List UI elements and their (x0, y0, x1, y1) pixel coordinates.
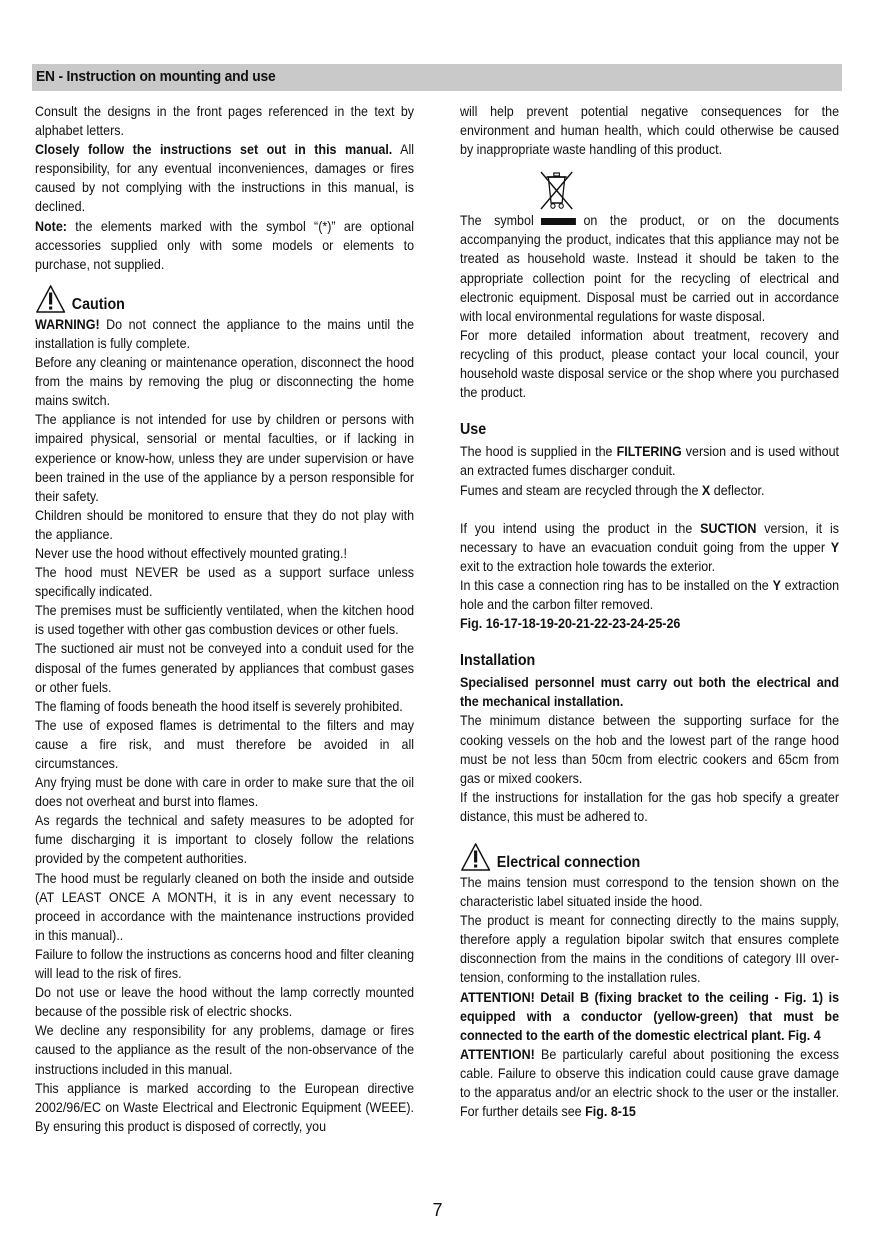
left-column (35, 102, 447, 1136)
warning-triangle-icon (35, 284, 66, 314)
safety-paragraph: Do not use or leave the hood without the lamp correctly mounted because of the possible risk of electric shocks. (35, 985, 415, 1020)
weee-bar-symbol (541, 218, 576, 225)
use-ring-paragraph: In this case a connection ring has to be installed on the Y extraction hole and the carbon filter removed. (460, 577, 840, 612)
use-suction-paragraph: If you intend using the product in the SUCTION version, it is necessary to have an evacuation conduit going from the upper Y exit to the extraction hole towards the exterior. (460, 520, 840, 574)
safety-paragraph: We decline any responsibility for any problems, damage or fires caused to the appliance as the result of the non-observance of the instructions included in this manual. (35, 1023, 415, 1077)
caution-title: Caution (71, 295, 125, 313)
crossed-out-bin-icon (535, 169, 577, 211)
use-deflector-paragraph: Fumes and steam are recycled through the X deflector. (460, 482, 765, 498)
warning-triangle-icon (460, 842, 491, 872)
weee-symbol-area (460, 169, 839, 211)
safety-paragraph: Any frying must be done with care in order to make sure that the oil does not overheat and burst into flames. (35, 775, 415, 810)
page-number: 7 (432, 1200, 443, 1220)
safety-paragraph: The premises must be sufficiently ventilated, when the kitchen hood is used together with other gas combustion devices or other fuels. (35, 603, 415, 638)
weee-paragraph: This appliance is marked according to the European directive 2002/96/EC on Waste Electrical and Electronic Equipment (WEEE). By ensuring this product is disposed of correctly, you (35, 1080, 415, 1134)
safety-paragraph: Failure to follow the instructions as concerns hood and filter cleaning will lead to the risk of fires. (35, 946, 415, 982)
safety-paragraph: The flaming of foods beneath the hood itself is severely prohibited. (35, 698, 403, 714)
right-column (460, 102, 872, 1121)
installation-gas-paragraph: If the instructions for installation for the gas hob specify a greater distance, this must be adhered to. (460, 789, 840, 824)
attention-cable-paragraph: ATTENTION! Be particularly careful about positioning the excess cable. Failure to observe this indication could cause grave damage to the apparatus and/or an electric shock to the user or the installer. For further details see Fig. 8-15 (460, 1046, 840, 1120)
safety-paragraph: The use of exposed flames is detrimental to the filters and may cause a fire risk, and must therefore be avoided in all circumstances. (35, 717, 415, 771)
electrical-switch-paragraph: The product is meant for connecting directly to the mains supply, therefore apply a regulation bipolar switch that ensures complete disconnection from the mains in the conditions of category III over-tension, conforming to the installation rules. (460, 913, 840, 986)
note-paragraph: Note: the elements marked with the symbol “(*)” are optional accessories supplied only with some models or elements to purchase, not supplied. (35, 218, 415, 272)
weee-continued-paragraph: will help prevent potential negative consequences for the environment and human health, which could otherwise be caused by inappropriate waste handling of this product. (460, 104, 840, 158)
attention-earth-paragraph: ATTENTION! Detail B (fixing bracket to the ceiling - Fig. 1) is equipped with a conductor (yellow-green) that must be connected to the earth of the domestic electrical plant. Fig. 4 (460, 989, 840, 1043)
warning-paragraph: WARNING! Do not connect the appliance to the mains until the installation is fully complete. (35, 316, 415, 351)
section-header-title: EN - Instruction on mounting and use (36, 68, 276, 85)
use-heading: Use (460, 421, 487, 439)
more-info-paragraph: For more detailed information about treatment, recovery and recycling of this product, please contact your local council, your household waste disposal service or the shop where you purchased the product. (460, 327, 840, 401)
safety-paragraph: The suctioned air must not be conveyed into a conduit used for the disposal of the fumes generated by appliances that combust gases or other fuels. (35, 641, 415, 695)
symbol-paragraph: The symbol on the product, or on the documents accompanying the product, indicates that this appliance may not be treated as household waste. Instead it should be taken to the appropriate collection point for the recycling of electrical and electronic equipment. Disposal must be carried out in accordance with local environmental regulations for waste disposal. (460, 213, 840, 324)
installation-distance-paragraph: The minimum distance between the supporting surface for the cooking vessels on the hob and the lowest part of the range hood must be not less than 50cm from electric cookers and 65cm from gas or mixed cookers. (460, 713, 840, 786)
use-figure-reference: Fig. 16-17-18-19-20-21-22-23-24-25-26 (460, 616, 681, 632)
electrical-title: Electrical connection (496, 854, 641, 871)
caution-heading (35, 284, 414, 314)
installation-bold-paragraph: Specialised personnel must carry out both the electrical and the mechanical installation. (460, 675, 840, 710)
safety-paragraph: The hood must NEVER be used as a support surface unless specifically indicated. (35, 565, 415, 600)
section-header-bar (32, 64, 842, 91)
safety-paragraph: Children should be monitored to ensure that they do not play with the appliance. (35, 507, 415, 542)
safety-paragraph: The appliance is not intended for use by children or persons with impaired physical, sensorial or mental faculties, or if lacking in experience or know-how, unless they are under supervision or have been trained in the use of the appliance by a person responsible for their safety. (35, 412, 415, 504)
follow-instructions-paragraph: Closely follow the instructions set out in this manual. All responsibility, for any eventual inconveniences, damages or fires caused by not complying with the instructions in this manual, is declined. (35, 142, 415, 215)
use-filtering-paragraph: The hood is supplied in the FILTERING version and is used without an extracted fumes discharger conduit. (460, 444, 840, 479)
electrical-tension-paragraph: The mains tension must correspond to the tension shown on the characteristic label situated inside the hood. (460, 875, 840, 910)
safety-paragraph: As regards the technical and safety measures to be adopted for fume discharging it is important to closely follow the relations provided by the competent authorities. (35, 813, 415, 867)
safety-paragraph: Never use the hood without effectively mounted grating.! (35, 545, 347, 561)
intro-paragraph: Consult the designs in the front pages referenced in the text by alphabet letters. (35, 104, 415, 139)
safety-paragraph: The hood must be regularly cleaned on both the inside and outside (AT LEAST ONCE A MONTH, it is in any event necessary to proceed in accordance with the maintenance instructions provided in this manual).. (35, 870, 415, 943)
installation-heading: Installation (460, 652, 536, 670)
electrical-heading (460, 842, 839, 872)
safety-paragraph: Before any cleaning or maintenance operation, disconnect the hood from the mains by removing the plug or disconnecting the home mains switch. (35, 355, 415, 409)
